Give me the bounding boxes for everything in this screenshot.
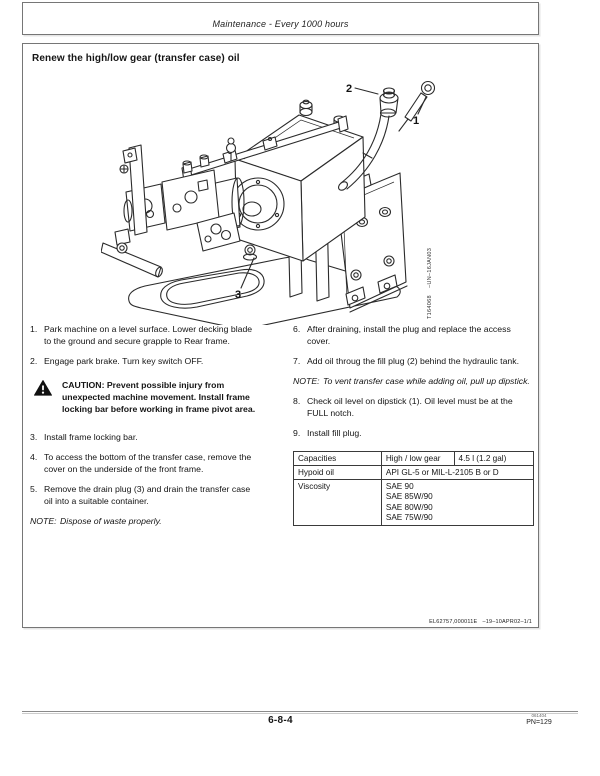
spec-table — [293, 451, 534, 526]
table-row-viscosity — [294, 480, 534, 526]
running-header — [22, 2, 539, 35]
doc-code: EL62757,000011E –19–10APR02–1/1 — [429, 619, 532, 625]
step-number: 4. — [30, 452, 38, 462]
print-code: 061404 — [531, 713, 547, 718]
step-text: Park machine on a level surface. Lower decking blade to the ground and secure grapple to Rear frame. — [44, 324, 253, 346]
step-number: 7. — [293, 356, 301, 366]
step-2 — [30, 355, 267, 367]
footer-rule — [22, 711, 578, 714]
warning-triangle-icon — [34, 380, 52, 396]
caution-text: CAUTION: Prevent possible injury from unexpected machine movement. Install frame locking bar before working in frame pivot area. — [62, 380, 256, 414]
machine-diagram — [101, 73, 449, 325]
step-text: Add oil throug the fill plug (2) behind the hydraulic tank. — [307, 356, 520, 366]
step-number: 5. — [30, 484, 38, 494]
step-3 — [30, 431, 267, 443]
capacities-item: High / low gear — [381, 452, 454, 466]
viscosity-line: SAE 80W/90 — [385, 502, 433, 512]
step-7 — [293, 355, 538, 367]
step-text: To access the bottom of the transfer case, remove the cover on the underside of the front frame. — [44, 452, 252, 474]
callout-3: 3 — [234, 289, 242, 301]
step-number: 1. — [30, 324, 38, 334]
note-text: To vent transfer case while adding oil, pull up dipstick. — [323, 376, 530, 386]
note-vent — [293, 375, 538, 387]
step-1 — [30, 323, 267, 347]
viscosity-line: SAE 85W/90 — [385, 492, 433, 501]
viscosity-line: SAE 75W/90 — [385, 513, 433, 522]
figure-caption: T164068 –UN–16JAN03 — [427, 247, 433, 319]
running-header-title: Maintenance - Every 1000 hours — [212, 19, 349, 29]
hypoid-oil-value: API GL-5 or MIL-L-2105 B or D — [381, 466, 533, 480]
section-title: Renew the high/low gear (transfer case) oil — [32, 53, 240, 64]
step-text: Engage park brake. Turn key switch OFF. — [44, 356, 204, 366]
step-8 — [293, 395, 538, 419]
section-box — [22, 43, 539, 628]
step-number: 9. — [293, 428, 301, 438]
step-number: 6. — [293, 324, 301, 334]
print-meta — [497, 713, 581, 726]
viscosity-line: SAE 90 — [385, 481, 414, 491]
table-row-hypoid-oil — [294, 466, 534, 480]
viscosity-label: Viscosity — [294, 480, 382, 526]
pn-number: PN=129 — [526, 719, 552, 726]
step-5 — [30, 483, 267, 507]
step-text: Install frame locking bar. — [44, 432, 138, 442]
step-text: Check oil level on dipstick (1). Oil level must be at the FULL notch. — [307, 396, 513, 418]
callout-2: 2 — [345, 83, 353, 95]
note-label: NOTE: — [30, 516, 57, 526]
step-6 — [293, 323, 538, 347]
page-number: 6-8-4 — [268, 715, 293, 726]
capacities-label: Capacities — [294, 452, 382, 466]
note-label: NOTE: — [293, 376, 320, 386]
step-text: After draining, install the plug and replace the access cover. — [307, 324, 511, 346]
step-text: Remove the drain plug (3) and drain the transfer case oil into a suitable container. — [44, 484, 251, 506]
figure — [101, 73, 449, 325]
callout-1: 1 — [412, 115, 420, 127]
step-4 — [30, 451, 267, 475]
step-text: Install fill plug. — [307, 428, 362, 438]
note-text: Dispose of waste properly. — [60, 516, 162, 526]
step-9 — [293, 427, 538, 439]
right-column — [293, 323, 538, 526]
caution-box — [30, 379, 267, 415]
step-number: 8. — [293, 396, 301, 406]
capacities-value: 4.5 l (1.2 gal) — [454, 452, 533, 466]
viscosity-values — [381, 480, 533, 526]
step-number: 2. — [30, 356, 38, 366]
hypoid-oil-label: Hypoid oil — [294, 466, 382, 480]
step-number: 3. — [30, 432, 38, 442]
table-row-capacities — [294, 452, 534, 466]
left-column — [30, 323, 267, 535]
note-dispose — [30, 515, 267, 527]
